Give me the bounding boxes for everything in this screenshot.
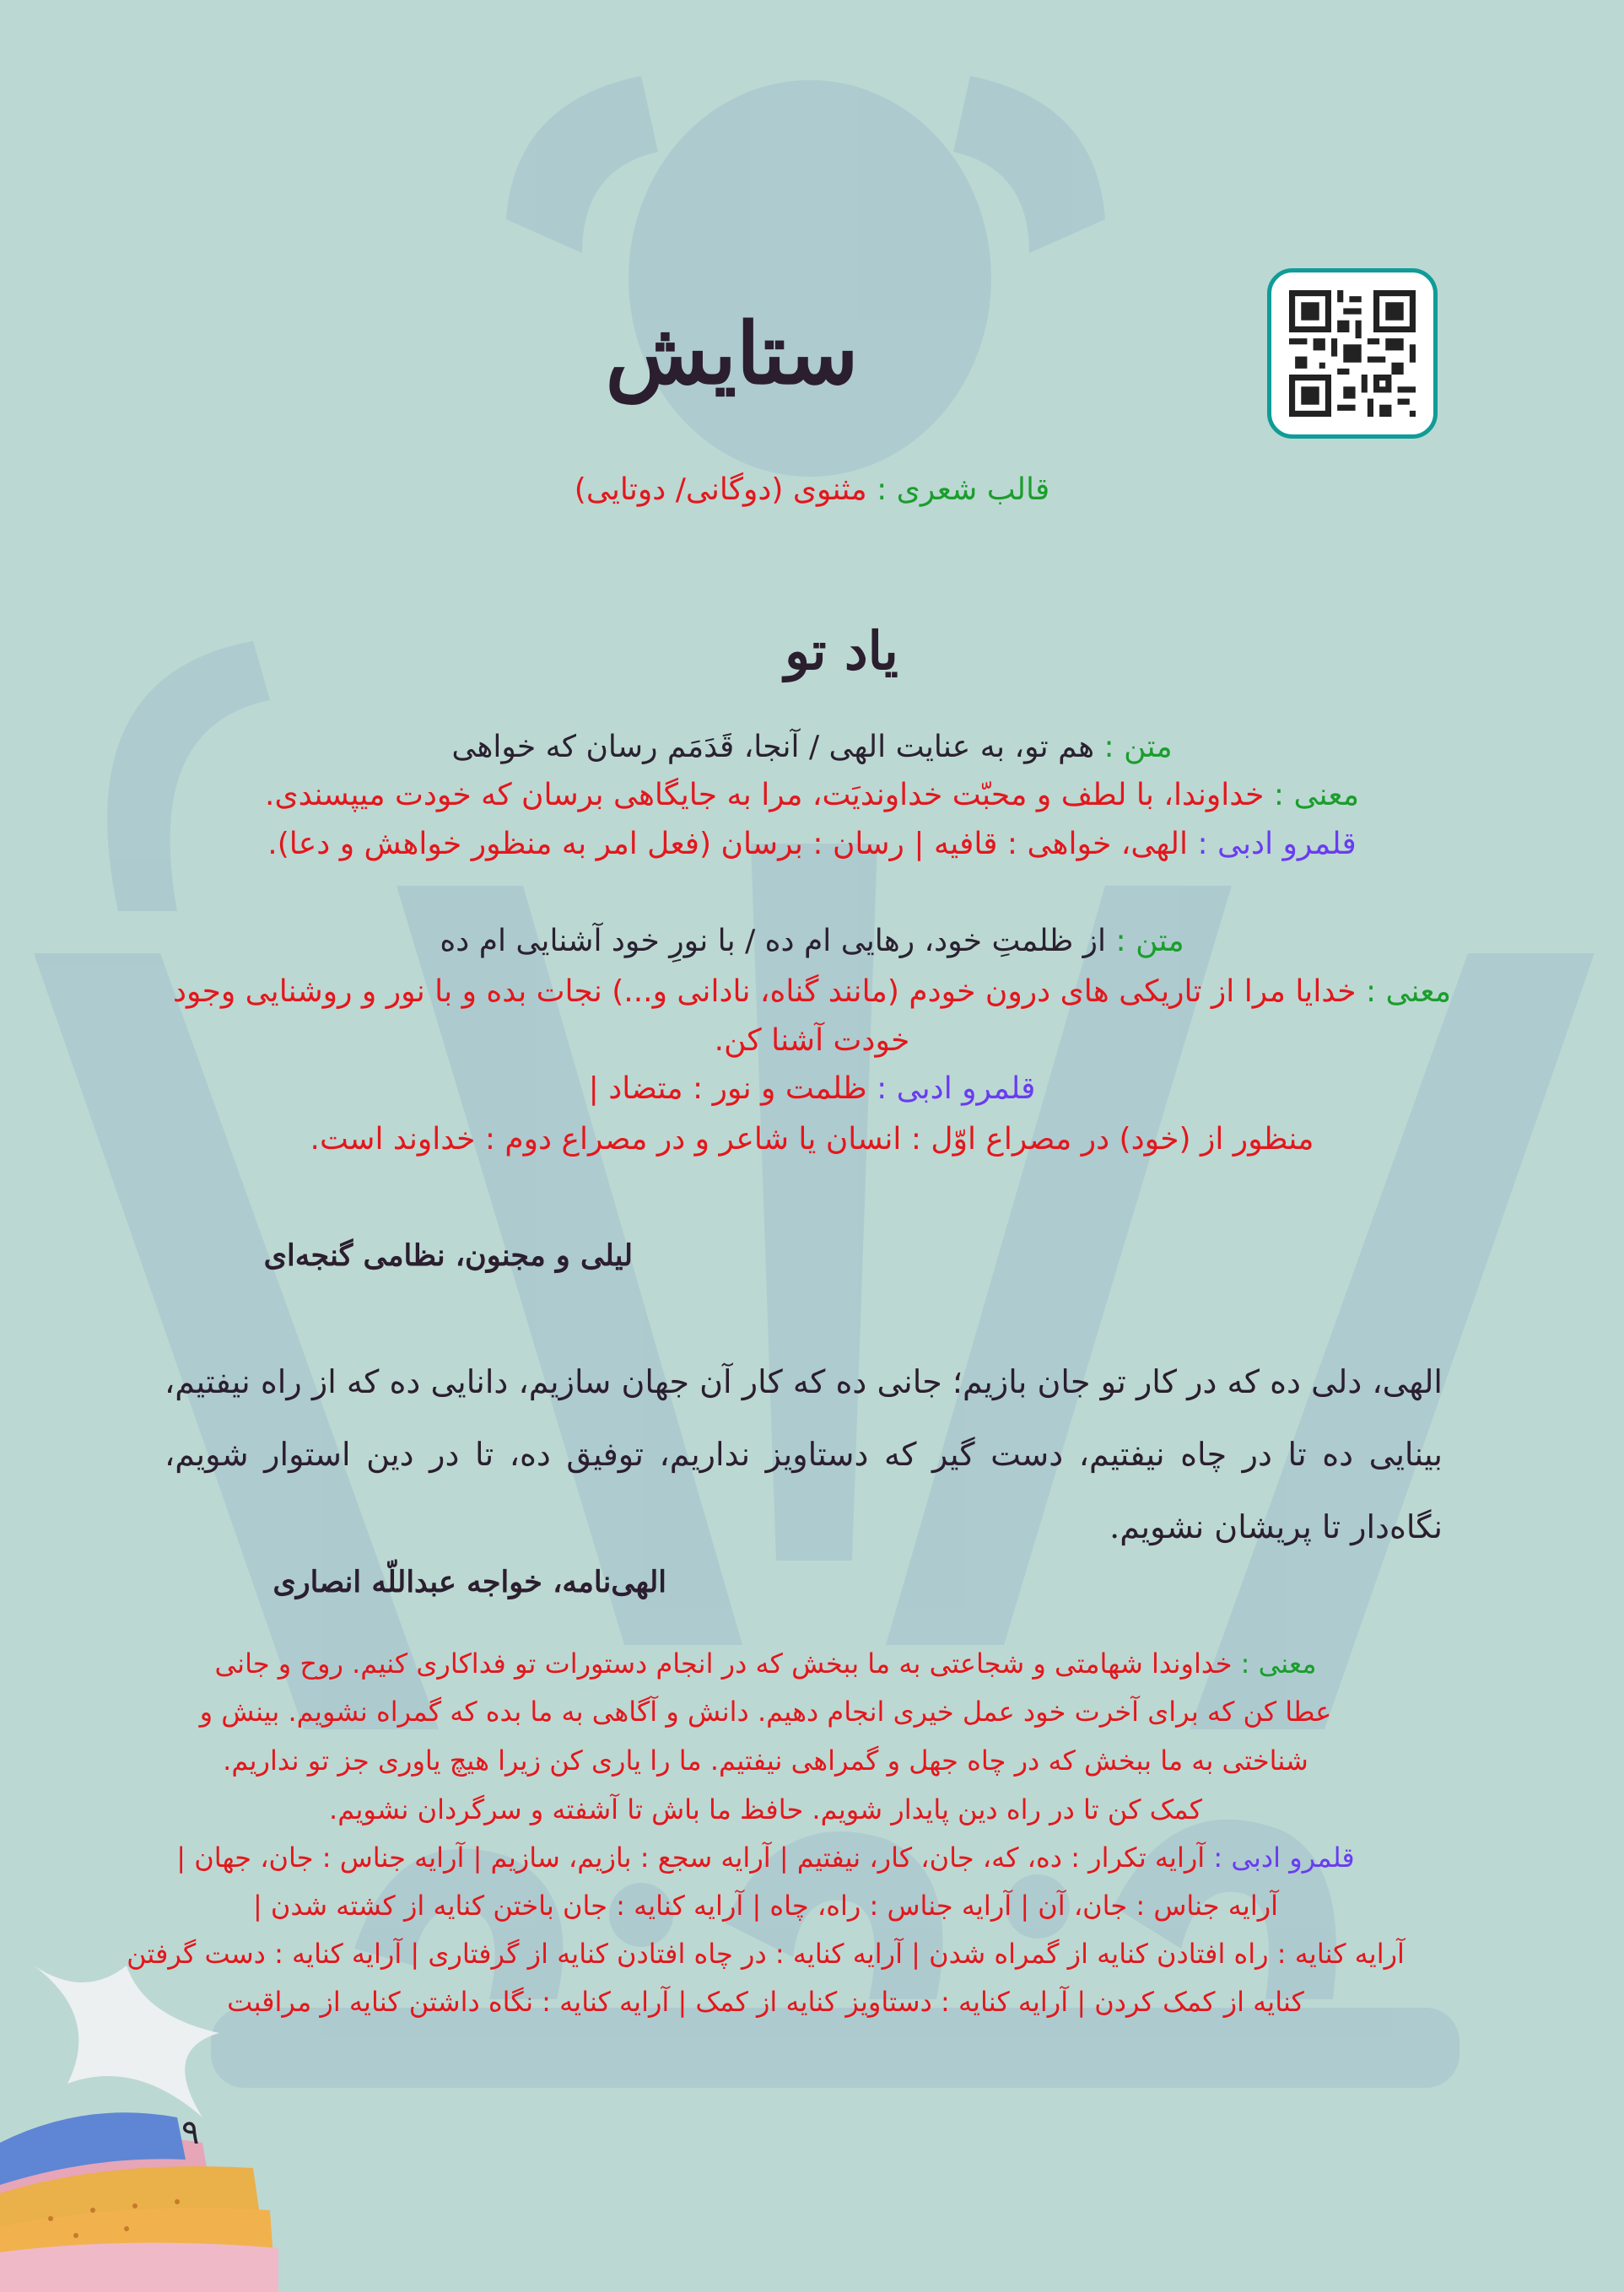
stanza2-meaning-label: معنی : [1365,974,1452,1009]
prose-literary-text1: آرایه تکرار : ده، که، جان، کار، نیفتیم | آرایه سجع : بازیم، سازیم | آرایه جناس : جان، جهان | [176,1842,1206,1874]
prose-literary-line1 [0,1842,1578,1874]
stanza2-literary-line [0,1071,1624,1106]
books-illustration-icon [0,1915,278,2292]
prose-literary-line4: کنایه از کمک کردن | آرایه کنایه : دستاویز کنایه از کمک | آرایه کنایه : نگاه داشتن کنایه از مراقبت [227,1986,1304,2018]
stanza1-meaning: خداوندا، با لطف و محبّت خداوندیَت، مرا به جایگاهی برسان که خودت میپسندی. [265,778,1265,812]
prose-meaning-line3: شناختی به ما ببخش که در چاه جهل و گمراهی نیفتیم. ما را یاری کن زیرا هیچ یاوری جز تو نداریم. [223,1745,1308,1777]
stanza2-text-line [0,924,1624,958]
stanza2-note: منظور از (خود) در مصراع اوّل : انسان یا شاعر و در مصراع دوم : خداوند است. [310,1122,1314,1157]
poem-form-line [0,472,1624,507]
source-ansari: الهی‌نامه، خواجه عبداللّه انصاری [272,1565,666,1599]
prose-text: الهی، دلی ده که در کار تو جان بازیم؛ جانی ده که کار آن جهان سازیم، دانایی ده که از راه نیفتیم، بینایی ده تا در چاه نیفتیم، دست گیر که دستاویز نداریم، توفیق ده، تا در دین استوار شویم، نگاه‌دار تا پریشان نشویم. [165,1363,1443,1545]
section-title: یاد تو [785,620,898,682]
stanza1-meaning-line [0,778,1624,812]
poem-form-value: مثنوی (دوگانی/ دوتایی) [574,472,867,507]
page-number: ۹ [181,2113,200,2152]
stanza2-meaning-line1: خدایا مرا از تاریکی های درون خودم (مانند گناه، نادانی و...) نجات بده و با نور و روشنایی وجود [172,974,1357,1009]
prose-meaning-label: معنی : [1240,1648,1317,1680]
prose-meaning-text1: خداوندا شهامتی و شجاعتی به ما ببخش که در انجام دستورات تو فداکاری کنیم. روح و جانی [214,1648,1233,1680]
prose-meaning-line1 [0,1648,1578,1680]
stanza1-literary: الهی، خواهی : قافیه | رسان : برسان (فعل امر به منظور خواهش و دعا). [267,827,1188,861]
stanza1-text-line [0,730,1624,764]
prose-literary-label: قلمرو ادبی : [1213,1842,1355,1874]
stanza1-meaning-label: معنی : [1273,778,1359,812]
stanza2-meaning-line2: خودت آشنا کن. [714,1023,910,1058]
prose-literary-line3: آرایه کنایه : راه افتادن کنایه از گمراه شدن | آرایه کنایه : در چاه افتادن کنایه از گرفتاری | آرایه کنایه : دست گرفتن [127,1938,1405,1970]
stanza1-text: هم تو، به عنایت الهی / آنجا، قَدَمَم رسان که خواهی [451,730,1095,764]
stanza2-meaning-line [0,974,1624,1009]
stanza1-literary-label: قلمرو ادبی : [1197,827,1357,861]
stanza2-text-label: متن : [1115,924,1184,958]
prose-meaning-line4: کمک کن تا در راه دین پایدار شویم. حافظ ما باش تا آشفته و سرگردان نشویم. [329,1793,1202,1826]
poem-form-label: قالب شعری : [877,472,1050,507]
page-title: ستایش [605,304,859,403]
prose-meaning-line2: عطا کن که برای آخرت خود عمل خیری انجام دهیم. دانش و آگاهی به ما بده که گمراه نشویم. بینش و [199,1696,1332,1728]
stanza2-literary-label: قلمرو ادبی : [877,1071,1036,1106]
stanza1-text-label: متن : [1103,730,1173,764]
prose-literary-line2: آرایه جناس : جان، آن | آرایه جناس : راه، چاه | آرایه کنایه : جان باختن کنایه از کشته شدن | [252,1890,1279,1922]
source-nezami: لیلی و مجنون، نظامی گنجه‌ای [263,1238,633,1273]
stanza2-text: از ظلمتِ خود، رهایی ام ده / با نورِ خود آشنایی ام ده [440,924,1107,958]
stanza1-literary-line [0,827,1624,861]
stanza2-literary: ظلمت و نور : متضاد | [588,1071,867,1106]
